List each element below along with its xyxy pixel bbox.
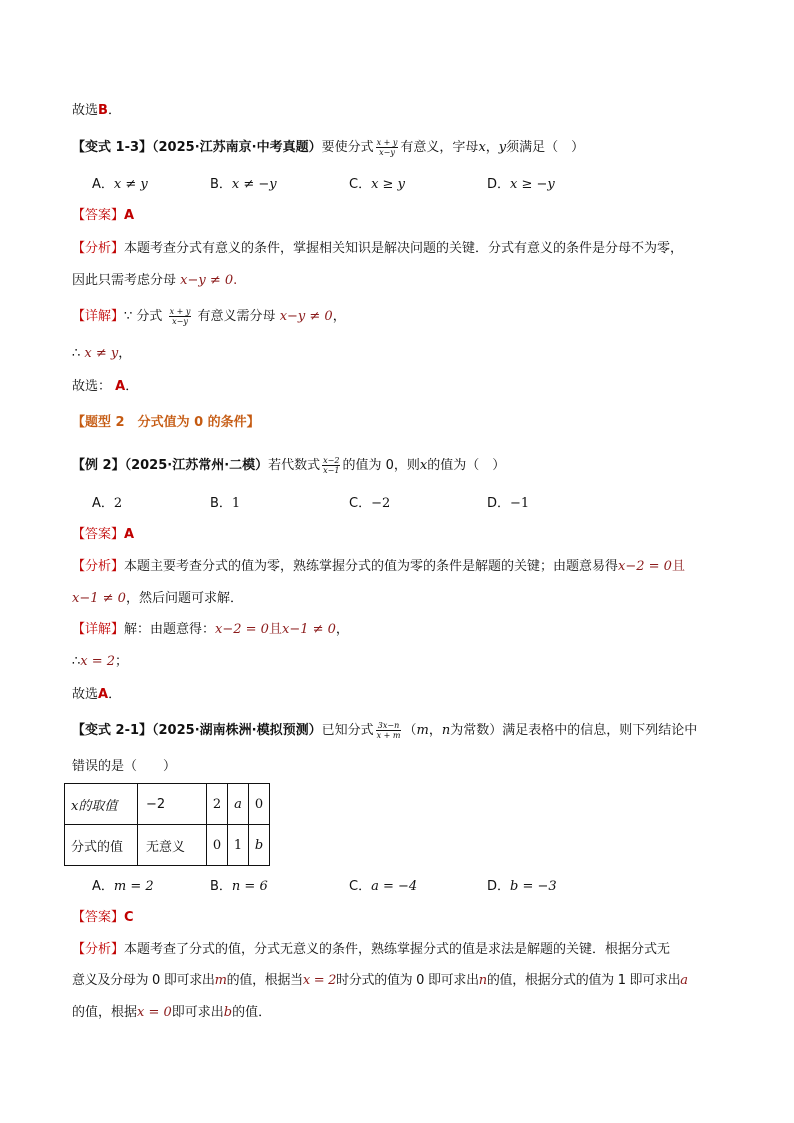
ex2-detail — [72, 620, 722, 640]
v13-detail — [72, 307, 722, 327]
v13-detail-frac-den: x−y — [172, 317, 188, 326]
ex2-detail-label: 【详解】 — [72, 622, 125, 637]
v21-analysis-text1: 本题考查了分式的值，分式无意义的条件，熟练掌握分式的值是求法是解题的关键．根据分式无 — [124, 942, 671, 957]
v13-detail-label: 【详解】 — [72, 309, 125, 324]
v13-therefore-symbol: ∴ — [72, 346, 81, 361]
v21-analysis-line1 — [72, 940, 722, 960]
v13-analysis-end: . — [233, 273, 238, 288]
v21-comma: ， — [428, 723, 442, 738]
ex2-analysis-expr1: x−2 = 0 — [618, 559, 672, 574]
v13-therefore — [72, 344, 722, 364]
v21-analysis-var-n: n — [478, 973, 487, 988]
v13-var-y: y — [498, 140, 507, 155]
table-row — [65, 784, 270, 825]
ex2-analysis-label: 【分析】 — [72, 559, 125, 574]
v21-analysis-text2d: 的值，根据分式的值为 1 即可求出 — [486, 973, 681, 988]
v21-analysis-var-b: b — [223, 1005, 233, 1020]
v13-text-c: 须满足（ ） — [506, 140, 585, 155]
v13-choose-end: ． — [125, 379, 139, 394]
v21-value-table — [64, 783, 270, 866]
v21-analysis-line3 — [72, 1003, 722, 1023]
ex2-text-b: 的值为 0，则 — [342, 458, 420, 473]
table-row — [65, 825, 270, 866]
v13-analysis-expr: x−y ≠ 0 — [180, 273, 234, 288]
v13-detail-expr: x−y ≠ 0 — [279, 309, 333, 324]
v21-text-a: 已知分式 — [321, 723, 374, 738]
v13-option-a[interactable] — [92, 175, 148, 195]
v21-source: （2025·湖南株洲·模拟预测） — [152, 723, 322, 738]
ex2-option-b[interactable] — [210, 494, 240, 514]
v13-option-b[interactable] — [210, 175, 277, 195]
v21-analysis-var-a: a — [680, 973, 688, 988]
v21-option-b-expr: n = 6 — [231, 879, 268, 894]
v21-analysis-expr-x0: x = 0 — [137, 1005, 172, 1020]
ex2-option-c-expr: −2 — [371, 496, 391, 511]
v21-option-c-letter: C． — [349, 879, 372, 894]
v21-analysis-text3a: 的值，根据 — [72, 1005, 138, 1020]
ex2-analysis-expr2: x−1 ≠ 0 — [72, 591, 126, 606]
v13-option-d[interactable] — [487, 175, 555, 195]
v13-analysis-label: 【分析】 — [72, 241, 125, 256]
v13-choose — [72, 377, 722, 397]
v21-analysis-text2c: 时分式的值为 0 即可求出 — [336, 973, 479, 988]
v21-text-b: （ — [403, 723, 417, 738]
v21-question-line1 — [72, 721, 722, 741]
v13-choose-label: 故选： — [72, 379, 112, 394]
ex2-therefore-symbol: ∴ — [72, 654, 81, 669]
v21-analysis-var-m: m — [214, 973, 227, 988]
v13-source: （2025·江苏南京·中考真题） — [152, 140, 322, 155]
v21-answer-value: C — [124, 910, 134, 925]
v21-tag: 【变式 2-1】 — [72, 723, 153, 738]
v21-analysis-label: 【分析】 — [72, 942, 125, 957]
v21-option-c-expr: a = −4 — [371, 879, 418, 894]
v13-detail-text-a: ∵ 分式 — [124, 309, 163, 324]
ex2-option-a[interactable] — [92, 494, 122, 514]
ex2-option-b-expr: 1 — [231, 496, 241, 511]
v13-option-b-expr: x ≠ −y — [231, 177, 277, 192]
v21-option-d-letter: D． — [487, 879, 511, 894]
table-cell: b — [249, 825, 270, 866]
prev-choose-answer: B — [98, 103, 108, 118]
ex2-tag: 【例 2】 — [72, 458, 125, 473]
v21-analysis-text3c: 的值． — [232, 1005, 272, 1020]
ex2-option-d[interactable] — [487, 494, 529, 514]
v13-text-a: 要使分式 — [321, 140, 374, 155]
v21-analysis-expr-x2: x = 2 — [302, 973, 337, 988]
v13-var-x: x — [478, 140, 486, 155]
v13-choose-answer: A — [115, 379, 126, 394]
v21-analysis-text3b: 即可求出 — [171, 1005, 224, 1020]
v13-therefore-expr: x ≠ y — [84, 346, 119, 361]
type2-heading-text: 【题型 2 分式值为 0 的条件】 — [72, 415, 260, 430]
ex2-source: （2025·江苏常州·二模） — [124, 458, 269, 473]
ex2-option-b-letter: B． — [210, 496, 232, 511]
ex2-detail-expr2: x−1 ≠ 0 — [281, 622, 336, 637]
v21-question-text2: 错误的是（ ） — [72, 759, 177, 774]
v21-var-n: n — [441, 723, 451, 738]
ex2-choose-answer: A — [98, 687, 109, 702]
v13-option-c[interactable] — [349, 175, 405, 195]
table-cell: 0 — [249, 784, 270, 825]
v13-answer — [72, 206, 722, 226]
table-cell: 1 — [228, 825, 249, 866]
v13-analysis-text2: 因此只需考虑分母 — [72, 273, 177, 288]
v13-analysis-line1 — [72, 239, 722, 259]
v21-frac-den: x + m — [376, 731, 401, 740]
ex2-fraction — [322, 456, 340, 475]
ex2-choose-label: 故选 — [72, 687, 99, 702]
table-cell: 0 — [207, 825, 228, 866]
v13-option-a-expr: x ≠ y — [113, 177, 148, 192]
v13-detail-text-b: 有意义需分母 — [197, 309, 276, 324]
ex2-frac-num: x−2 — [323, 456, 340, 465]
v13-option-a-letter: A． — [92, 177, 114, 192]
v21-analysis-text2a: 意义及分母为 0 即可求出 — [72, 973, 215, 988]
v21-option-d[interactable] — [487, 877, 557, 897]
ex2-analysis-text1: 本题主要考查分式的值为零，熟练掌握分式的值为零的条件是解题的关键；由题意易得 — [124, 559, 619, 574]
ex2-detail-text: 解：由题意得： — [124, 622, 216, 637]
v13-text-b: 有意义，字母 — [400, 140, 479, 155]
v13-detail-frac-num: x + y — [169, 307, 191, 316]
ex2-option-d-letter: D． — [487, 496, 511, 511]
ex2-var-x: x — [419, 458, 428, 473]
v21-var-m: m — [416, 723, 429, 738]
ex2-frac-den: x−1 — [323, 466, 340, 475]
table-cell-x-text: x的取值 — [71, 798, 118, 814]
ex2-answer-label: 【答案】 — [72, 527, 125, 542]
v13-answer-label: 【答案】 — [72, 208, 125, 223]
prev-answer-line — [72, 101, 722, 121]
ex2-detail-and: 且 — [268, 622, 282, 637]
v13-option-b-letter: B． — [210, 177, 232, 192]
ex2-analysis-and: 且 — [671, 559, 685, 574]
ex2-text-c: 的值为（ ） — [427, 458, 506, 473]
v21-option-a[interactable] — [92, 877, 154, 897]
v13-frac-den: x−y — [379, 148, 395, 157]
ex2-option-c[interactable] — [349, 494, 390, 514]
v13-option-c-expr: x ≥ y — [371, 177, 405, 192]
ex2-detail-expr1: x−2 = 0 — [215, 622, 269, 637]
v13-fraction — [376, 138, 399, 157]
prev-choose-label: 故选 — [72, 103, 99, 118]
v13-option-c-letter: C． — [349, 177, 372, 192]
ex2-choose-end: ． — [108, 687, 122, 702]
table-cell: a — [228, 784, 249, 825]
ex2-therefore-end: ； — [115, 654, 129, 669]
v13-detail-end: ， — [332, 309, 346, 324]
v13-frac-num: x + y — [376, 138, 398, 147]
v13-option-d-expr: x ≥ −y — [510, 177, 555, 192]
ex2-analysis-line1 — [72, 557, 722, 577]
ex2-analysis-text2: ，然后问题可求解． — [125, 591, 243, 606]
ex2-analysis-line2 — [72, 589, 722, 609]
v21-analysis-text2b: 的值，根据当 — [226, 973, 303, 988]
table-cell: −2 — [138, 784, 207, 825]
prev-choose-end: ． — [107, 103, 121, 118]
v13-question — [72, 138, 722, 158]
v21-option-b[interactable] — [210, 877, 268, 897]
table-cell-value-label: 分式的值 — [65, 825, 138, 866]
table-cell: 2 — [207, 784, 228, 825]
v13-comma: ， — [485, 140, 499, 155]
v21-question-line2 — [72, 757, 722, 777]
ex2-choose — [72, 685, 722, 705]
table-cell: 无意义 — [138, 825, 207, 866]
v13-analysis-text1: 本题考查分式有意义的条件，掌握相关知识是解决问题的关键．分式有意义的条件是分母不为零， — [124, 241, 684, 256]
ex2-text-a: 若代数式 — [268, 458, 321, 473]
ex2-option-a-expr: 2 — [113, 496, 123, 511]
v21-option-d-expr: b = −3 — [510, 879, 557, 894]
v21-answer — [72, 908, 722, 928]
v13-answer-value: A — [124, 208, 135, 223]
ex2-answer — [72, 525, 722, 545]
v21-option-b-letter: B． — [210, 879, 232, 894]
v21-answer-label: 【答案】 — [72, 910, 125, 925]
v13-detail-fraction — [169, 307, 192, 326]
v21-analysis-line2 — [72, 971, 722, 991]
ex2-option-a-letter: A． — [92, 496, 114, 511]
v21-option-a-expr: m = 2 — [113, 879, 154, 894]
ex2-option-c-letter: C． — [349, 496, 372, 511]
ex2-answer-value: A — [124, 527, 135, 542]
ex2-option-d-expr: −1 — [510, 496, 530, 511]
v13-tag: 【变式 1-3】 — [72, 140, 153, 155]
ex2-therefore-expr: x = 2 — [80, 654, 116, 669]
v13-therefore-end: ， — [118, 346, 132, 361]
ex2-therefore — [72, 652, 722, 672]
v21-option-c[interactable] — [349, 877, 417, 897]
v21-fraction — [376, 721, 402, 740]
v13-analysis-line2 — [72, 271, 722, 291]
ex2-detail-end: ， — [335, 622, 349, 637]
v21-frac-num: 3x−n — [376, 721, 402, 731]
type2-heading — [72, 413, 722, 433]
ex2-question — [72, 456, 722, 476]
table-cell-x-label — [65, 784, 138, 825]
v21-option-a-letter: A． — [92, 879, 114, 894]
v21-text-c: 为常数）满足表格中的信息，则下列结论中 — [450, 723, 698, 738]
v13-option-d-letter: D． — [487, 177, 511, 192]
